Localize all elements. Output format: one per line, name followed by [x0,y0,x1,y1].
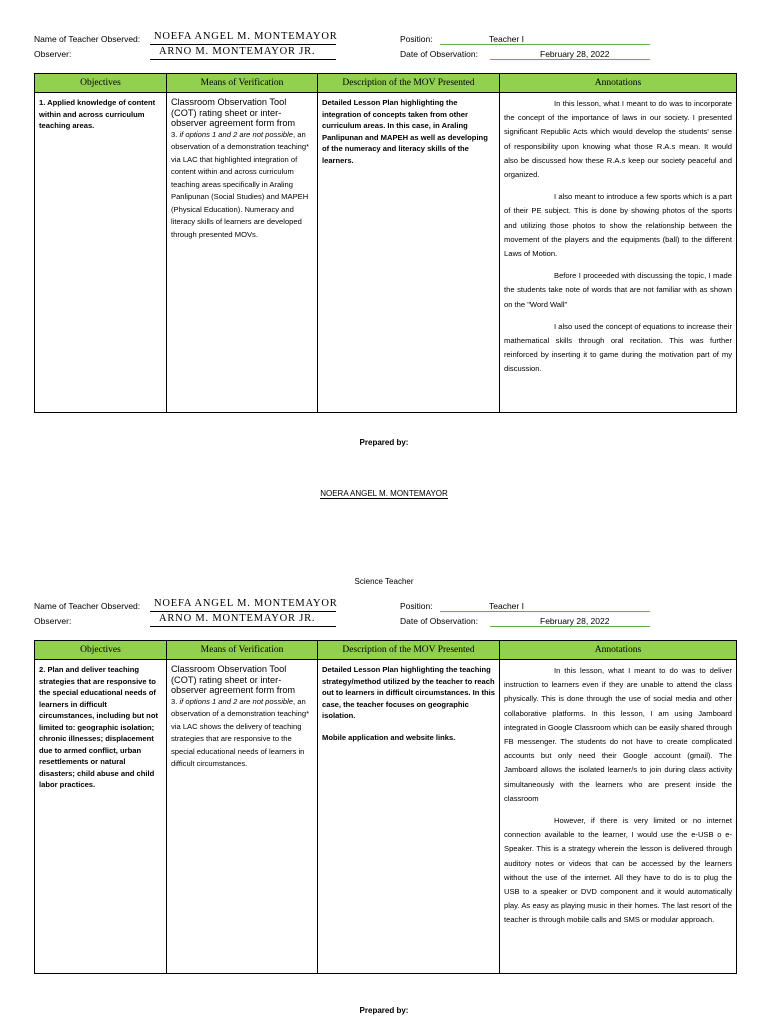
observer-label: Observer: [34,616,72,626]
mov-cell [167,93,318,413]
objective-cell: 2. Plan and deliver teaching strategies that are responsive to the special educational needs of learners in difficult circumstances, including but not limited to: geographic isolation; chronic illnesses; displacement due to armed conflict, urban resettlements or natural disasters; child abuse and child labor practices. [35,660,167,974]
prepared-by-label-2: Prepared by: [359,1006,409,1015]
col-header-means: Means of Verification [167,74,318,93]
annotation-paragraph: Before I proceeded with discussing the topic, I made the students take note of words that are not familiar with as shown on the "Word Wall" [504,271,732,309]
position-label: Position: [400,34,433,44]
date-value: February 28, 2022 [540,49,610,59]
teacher-name-value: NOEFA ANGEL M. MONTEMAYOR [154,598,338,609]
annotation-paragraph: I also used the concept of equations to increase their mathematical skills through oral recitation. This was further reinforced by inserting it to game during the motivation part of my discussion. [504,321,732,374]
teacher-name-value: NOEFA ANGEL M. MONTEMAYOR [154,31,338,42]
observation-table-2 [34,640,737,974]
preparer-name: NOERA ANGEL M. MONTEMAYOR [320,489,448,498]
mov-intro: Classroom Observation Tool (COT) rating sheet or inter-observer agreement form from [171,97,296,128]
annotation-paragraph: I also meant to introduce a few sports which is a part of their PE subject. This is done by showing photos of the sports and utilizing those photos to show the relationship between the movement of the players and the equipments (ball) to the different Laws of Motion. [504,192,732,259]
observer-value: ARNO M. MONTEMAYOR JR. [159,46,316,57]
prepared-by-label: Prepared by: [359,438,409,447]
position-label: Position: [400,601,433,611]
teacher-name-label: Name of Teacher Observed: [34,601,141,611]
description-text-2: Mobile application and website links. [322,732,456,742]
observation-section-1 [34,30,736,430]
date-label: Date of Observation: [400,616,478,626]
position-value: Teacher I [489,34,524,44]
description-cell [318,660,500,974]
description-text: Detailed Lesson Plan highlighting the teaching strategy/method utilized by the teacher to reach out to learners in difficult circumstances. In this case, the teacher focuses on geographic isolation. [322,665,496,720]
col-header-annotations: Annotations [500,74,737,93]
date-label: Date of Observation: [400,49,478,59]
col-header-description: Description of the MOV Presented [318,641,500,660]
observation-section-2 [34,597,736,987]
preparer-title: Science Teacher [354,577,414,586]
date-value: February 28, 2022 [540,616,610,626]
description-cell: Detailed Lesson Plan highlighting the integration of concepts taken from other curriculum areas. In this case, in Araling Panlipunan and MAPEH as well as developing of the numeracy and literacy skills of the learners. [318,93,500,413]
mov-detail: 3. if options 1 and 2 are not possible, an observation of a demonstration teaching* via LAC shows the delivery of teaching strategies that are responsive to the special educational needs of learners in difficult circumstances. [171,696,310,768]
observation-table-1 [34,73,737,413]
annotations-cell [500,660,737,974]
col-header-objectives: Objectives [35,74,167,93]
observer-label: Observer: [34,49,72,59]
mov-cell [167,660,318,974]
teacher-name-label: Name of Teacher Observed: [34,34,141,44]
col-header-description: Description of the MOV Presented [318,74,500,93]
annotation-paragraph: In this lesson, what I meant to do was to deliver instruction to learners even if they are unable to attend the class physically. This is done through the use of social media and other collaborative platforms. In this lesson, I am using Jamboard integrated in Google Classroom which can be easily shared through FB messenger. The students do not have to create complicated accounts but only need their Google account (gmail). The Jamboard allows the isolated learner/s to join during class activity simultaneously with the learners who are present inside the classroom [504,666,732,803]
col-header-annotations: Annotations [500,641,737,660]
position-value: Teacher I [489,601,524,611]
mov-detail: 3. if options 1 and 2 are not possible, an observation of a demonstration teaching* via LAC that highlighted integration of content within and across curriculum teaching areas specifically in Araling Panlipunan (Social Studies) and MAPEH (Physical Education). Numeracy and literacy skills of learners are developed through presented MOVs. [171,129,310,239]
col-header-objectives: Objectives [35,641,167,660]
annotation-paragraph: In this lesson, what I meant to do was to incorporate the concept of the importance of laws in our society. I presented significant Republic Acts which would develop the students' sense of responsibility upon knowing what those R.A.s mean. It would also be discussed how these R.A.s keep our society peaceful and organized. [504,99,732,180]
objective-cell: 1. Applied knowledge of content within and across curriculum teaching areas. [35,93,167,413]
mov-intro: Classroom Observation Tool (COT) rating sheet or inter-observer agreement form from [171,664,296,695]
observer-value: ARNO M. MONTEMAYOR JR. [159,613,316,624]
annotation-paragraph: However, if there is very limited or no internet connection available to the learner, I would use the e-USB o e-Speaker. This is a strategy wherein the lesson is delivered through auditory notes or videos that can be accessed by the learners without the use of the internet. All they have to do is to plug the USB to a speaker or DVD component and it would automatically play. As easy as playing music in their homes. The last resort of the teacher is through mobile calls and SMS or modular approach. [504,816,732,925]
col-header-means: Means of Verification [167,641,318,660]
annotations-cell [500,93,737,413]
